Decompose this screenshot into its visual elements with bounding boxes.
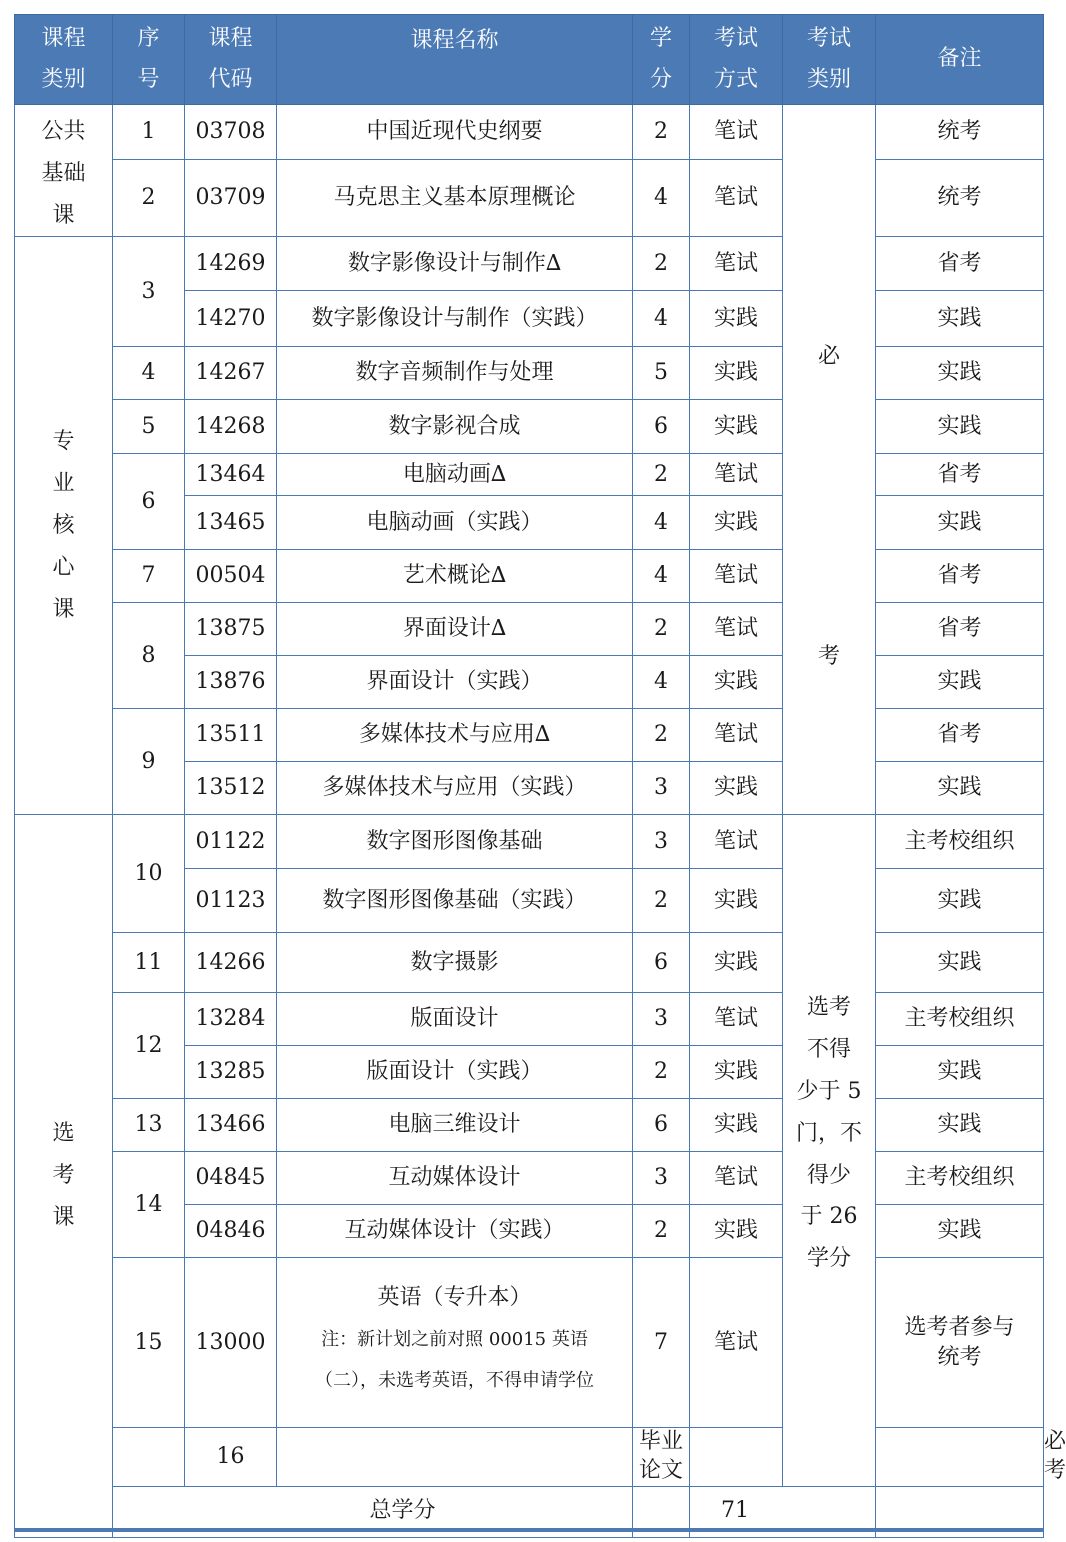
cell-remark: 实践 (876, 291, 1044, 347)
cell-code: 13464 (185, 454, 277, 496)
cell-name: 艺术概论∆ (277, 550, 633, 603)
cell-remark: 实践 (876, 1205, 1044, 1258)
cell-name: 数字音频制作与处理 (277, 347, 633, 400)
cell-remark: 省考 (876, 603, 1044, 656)
cell-remark: 省考 (876, 709, 1044, 762)
cell-method: 实践 (690, 1099, 783, 1152)
cell-code: 13512 (185, 762, 277, 815)
cell-name: 互动媒体设计（实践） (277, 1205, 633, 1258)
cell-method: 笔试 (690, 237, 783, 291)
header-category: 课程 类别 (15, 15, 113, 105)
cell-method: 实践 (690, 400, 783, 454)
total-label: 总学分 (113, 1486, 633, 1537)
cell-credit: 5 (633, 347, 690, 400)
cell-credit: 4 (633, 160, 690, 237)
cell-code: 03708 (185, 105, 277, 160)
cell-remark: 主考校组织 (876, 815, 1044, 869)
cell-code: 13466 (185, 1099, 277, 1152)
cell-credit: 7 (633, 1258, 690, 1428)
table-row (15, 603, 1044, 656)
cell-seq: 11 (113, 933, 185, 993)
cell-name: 数字图形图像基础（实践） (277, 869, 633, 933)
cell-remark: 省考 (876, 237, 1044, 291)
cell-remark: 省考 (876, 454, 1044, 496)
cell-name: 数字影像设计与制作∆ (277, 237, 633, 291)
cell-name: 多媒体技术与应用∆ (277, 709, 633, 762)
cell-seq: 13 (113, 1099, 185, 1152)
cell-seq: 10 (113, 815, 185, 933)
table-row (15, 237, 1044, 291)
table-row (15, 709, 1044, 762)
cell-code (277, 1428, 633, 1486)
cell-method: 笔试 (690, 160, 783, 237)
cell-name: 数字摄影 (277, 933, 633, 993)
cell-credit (690, 1428, 783, 1486)
exam-type-required-bottom: 考 (817, 643, 840, 669)
cell-seq: 4 (113, 347, 185, 400)
cell-method: 笔试 (690, 603, 783, 656)
cell-code: 14270 (185, 291, 277, 347)
cell-name: 界面设计∆ (277, 603, 633, 656)
cell-credit: 3 (633, 762, 690, 815)
cell-code: 13876 (185, 656, 277, 709)
cell-credit: 4 (633, 496, 690, 550)
table-row (15, 1152, 1044, 1205)
cell-name: 电脑三维设计 (277, 1099, 633, 1152)
table-row: 16 毕业论文 必考 (15, 1428, 1044, 1486)
cell-code: 00504 (185, 550, 277, 603)
cell-method: 实践 (690, 869, 783, 933)
cell-code: 04845 (185, 1152, 277, 1205)
cell-seq: 2 (113, 160, 185, 237)
cell-method: 笔试 (690, 1258, 783, 1428)
table-row (15, 550, 1044, 603)
cell-name: 毕业论文 (633, 1428, 690, 1486)
cell-credit: 2 (633, 869, 690, 933)
cell-code: 13285 (185, 1046, 277, 1099)
cell-credit: 3 (633, 815, 690, 869)
cell-remark: 省考 (876, 550, 1044, 603)
cell-name: 数字影像设计与制作（实践） (277, 291, 633, 347)
table-row (15, 347, 1044, 400)
cell-remark: 实践 (876, 869, 1044, 933)
cell-credit: 3 (633, 1152, 690, 1205)
exam-type-required-top: 必 (817, 343, 840, 369)
cell-credit: 2 (633, 1046, 690, 1099)
cell-code: 13465 (185, 496, 277, 550)
cell-seq: 16 (185, 1428, 277, 1486)
group-core: 专 业 核 心 课 (15, 237, 113, 815)
header-exam-method: 考试 方式 (690, 15, 783, 105)
cell-method: 笔试 (690, 709, 783, 762)
cell-remark: 实践 (876, 496, 1044, 550)
cell-name: 多媒体技术与应用（实践） (277, 762, 633, 815)
course-note: 注：新计划之前对照 00015 英语 （二），未选考英语，不得申请学位 (315, 1328, 594, 1392)
cell-method: 实践 (690, 496, 783, 550)
exam-type-required (783, 105, 876, 815)
header-name: 课程名称 (277, 15, 633, 105)
cell-seq: 9 (113, 709, 185, 815)
cell-seq: 6 (113, 454, 185, 550)
cell-code: 04846 (185, 1205, 277, 1258)
table-row (15, 105, 1044, 160)
cell-name: 界面设计（实践） (277, 656, 633, 709)
cell-seq: 12 (113, 993, 185, 1099)
cell-method: 实践 (690, 762, 783, 815)
cell-credit: 3 (633, 993, 690, 1046)
cell-name (277, 1258, 633, 1428)
cell-method: 实践 (690, 933, 783, 993)
header-remark: 备注 (876, 15, 1044, 105)
cell-seq: 15 (113, 1258, 185, 1428)
table-row (15, 933, 1044, 993)
cell-name: 数字图形图像基础 (277, 815, 633, 869)
cell-credit: 2 (633, 105, 690, 160)
cell-name: 电脑动画（实践） (277, 496, 633, 550)
cell-credit: 4 (633, 291, 690, 347)
cell-name: 版面设计（实践） (277, 1046, 633, 1099)
course-name-english: 英语（专升本） (377, 1285, 532, 1311)
cell-remark: 实践 (876, 656, 1044, 709)
cell-code: 01122 (185, 815, 277, 869)
cell-seq: 3 (113, 237, 185, 347)
cell-code: 13875 (185, 603, 277, 656)
table-row (15, 815, 1044, 869)
cell-credit: 4 (633, 550, 690, 603)
table-row (15, 400, 1044, 454)
cell-method: 笔试 (690, 454, 783, 496)
cell-seq: 5 (113, 400, 185, 454)
header-code: 课程 代码 (185, 15, 277, 105)
cell-name: 马克思主义基本原理概论 (277, 160, 633, 237)
cell-code: 14269 (185, 237, 277, 291)
cell-credit: 2 (633, 709, 690, 762)
cell-credit: 2 (633, 237, 690, 291)
cell-code: 01123 (185, 869, 277, 933)
cell-method: 实践 (690, 656, 783, 709)
total-value: 71 (633, 1486, 690, 1537)
cell-seq: 8 (113, 603, 185, 709)
header-credit: 学 分 (633, 15, 690, 105)
header-exam-type: 考试 类别 (783, 15, 876, 105)
table-row (15, 160, 1044, 237)
cell-method: 实践 (690, 1205, 783, 1258)
cell-code: 13284 (185, 993, 277, 1046)
curriculum-table (14, 14, 1066, 1538)
table-row (15, 993, 1044, 1046)
cell-name: 数字影视合成 (277, 400, 633, 454)
cell-remark: 主考校组织 (876, 1152, 1044, 1205)
header-seq: 序 号 (113, 15, 185, 105)
cell-method (876, 1428, 1044, 1486)
cell-remark: 统考 (876, 105, 1044, 160)
cell-remark: 选考者参与 统考 (876, 1258, 1044, 1428)
cell-method: 笔试 (690, 993, 783, 1046)
table-row (15, 1099, 1044, 1152)
cell-method: 笔试 (690, 1152, 783, 1205)
cell-remark: 实践 (876, 1099, 1044, 1152)
cell-seq: 1 (113, 105, 185, 160)
cell-code: 03709 (185, 160, 277, 237)
cell-remark: 主考校组织 (876, 993, 1044, 1046)
cell-method: 实践 (690, 347, 783, 400)
cell-code: 13511 (185, 709, 277, 762)
cell-remark: 实践 (876, 400, 1044, 454)
cell-method: 笔试 (690, 550, 783, 603)
cell-credit: 2 (633, 454, 690, 496)
cell-credit: 6 (633, 1099, 690, 1152)
group-elective: 选 考 课 (15, 815, 113, 1537)
cell-seq: 14 (113, 1152, 185, 1258)
header-row (15, 15, 1044, 105)
cell-remark: 实践 (876, 762, 1044, 815)
cell-code: 13000 (185, 1258, 277, 1428)
cell-remark: 实践 (876, 933, 1044, 993)
cell-method: 笔试 (690, 815, 783, 869)
cell-method: 实践 (690, 1046, 783, 1099)
group-public: 公共 基础 课 (15, 105, 113, 237)
table-row (15, 454, 1044, 496)
cell-credit: 2 (633, 1205, 690, 1258)
cell-seq: 7 (113, 550, 185, 603)
cell-name: 互动媒体设计 (277, 1152, 633, 1205)
cell-name: 电脑动画∆ (277, 454, 633, 496)
cell-method: 实践 (690, 291, 783, 347)
cell-method: 笔试 (690, 105, 783, 160)
cell-code: 14266 (185, 933, 277, 993)
cell-name: 版面设计 (277, 993, 633, 1046)
exam-type-elective-rule: 选考 不得 少于 5 门，不 得少 于 26 学分 (783, 815, 876, 1486)
cell-remark: 实践 (876, 347, 1044, 400)
cell-remark: 实践 (876, 1046, 1044, 1099)
group-thesis (113, 1428, 185, 1486)
cell-code: 14268 (185, 400, 277, 454)
cell-credit: 2 (633, 603, 690, 656)
cell-code: 14267 (185, 347, 277, 400)
cell-credit: 6 (633, 400, 690, 454)
bottom-border (14, 1528, 1043, 1532)
table-row (15, 1258, 1044, 1428)
cell-name: 中国近现代史纲要 (277, 105, 633, 160)
cell-credit: 6 (633, 933, 690, 993)
cell-remark: 统考 (876, 160, 1044, 237)
cell-credit: 4 (633, 656, 690, 709)
